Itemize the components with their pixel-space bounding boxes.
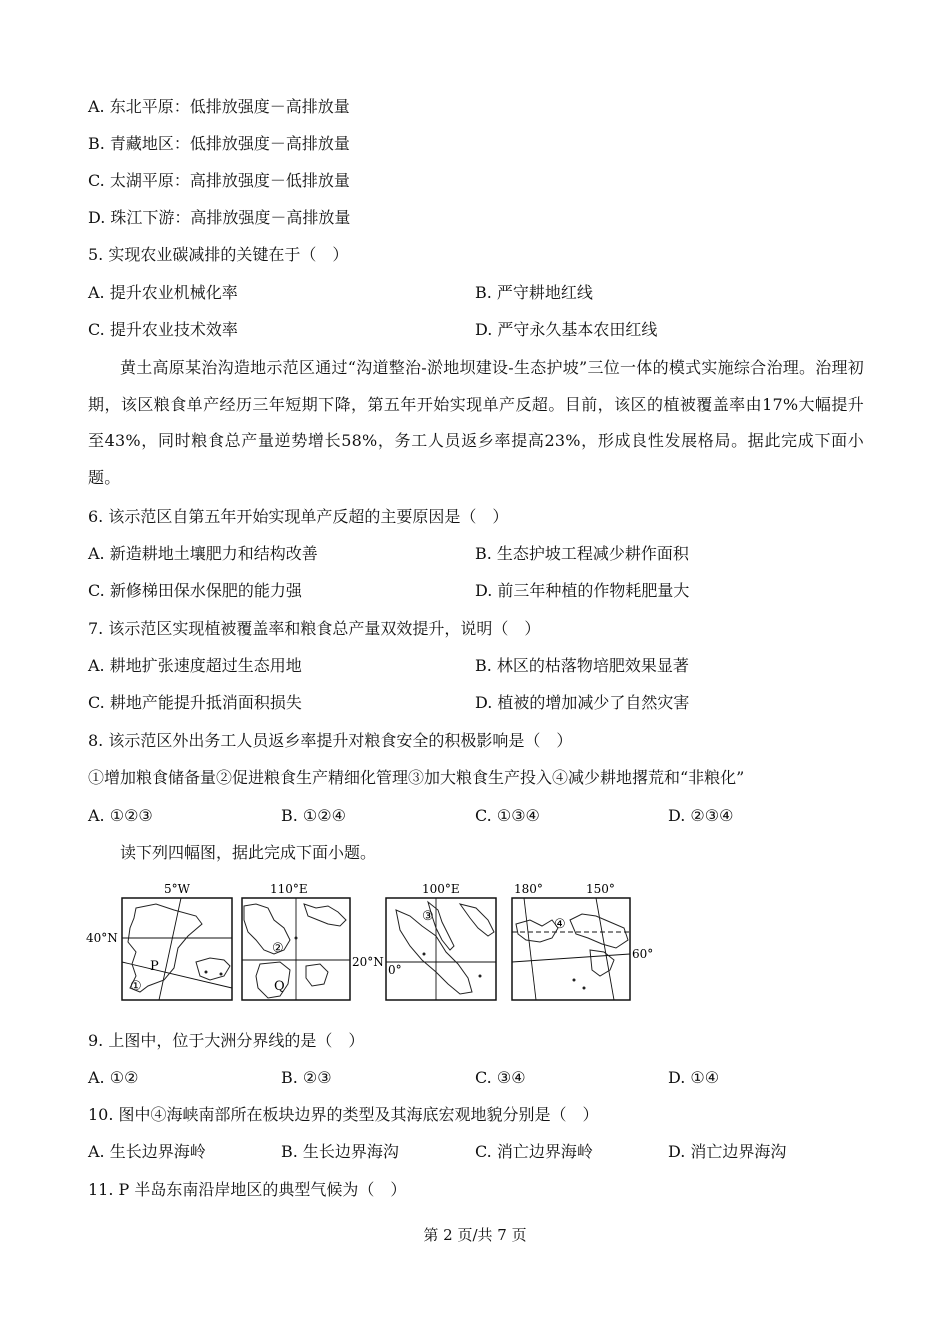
- map3-lat-label: 0°: [388, 963, 402, 977]
- q7-option-a: A. 耕地扩张速度超过生态用地: [88, 656, 302, 675]
- maps-intro: 读下列四幅图，据此完成下面小题。: [120, 843, 377, 862]
- q7-option-d: D. 植被的增加减少了自然灾害: [475, 693, 690, 712]
- q8-option-a: A. ①②③: [88, 806, 153, 825]
- map-2: [242, 882, 384, 1000]
- map4-lat-label: 60°: [632, 947, 654, 961]
- map4-lon-label-180: 180°: [514, 882, 543, 896]
- q6-stem: 6. 该示范区自第五年开始实现单产反超的主要原因是（ ）: [88, 507, 509, 526]
- q10-option-b: B. 生长边界海沟: [281, 1142, 399, 1161]
- map3-lon-label: 100°E: [422, 882, 460, 896]
- q5-option-b: B. 严守耕地红线: [475, 283, 593, 302]
- q6-option-b: B. 生态护坡工程减少耕作面积: [475, 544, 689, 563]
- map1-lon-label: 5°W: [164, 882, 190, 896]
- q6-option-a: A. 新造耕地土壤肥力和结构改善: [88, 544, 318, 563]
- map1-p-label: P: [150, 959, 159, 974]
- map1-marker-1: ①: [130, 979, 142, 994]
- q9-option-c: C. ③④: [475, 1068, 526, 1087]
- q6-option-d: D. 前三年种植的作物耗肥量大: [475, 581, 690, 600]
- q4-option-b: B. 青藏地区：低排放强度－高排放量: [88, 134, 350, 153]
- q4-option-c: C. 太湖平原：高排放强度－低排放量: [88, 171, 350, 190]
- q5-stem: 5. 实现农业碳减排的关键在于（ ）: [88, 245, 349, 264]
- map-1: [86, 882, 232, 1000]
- q10-stem: 10. 图中④海峡南部所在板块边界的类型及其海底宏观地貌分别是（ ）: [88, 1105, 599, 1124]
- q4-option-a: A. 东北平原：低排放强度－高排放量: [88, 97, 350, 116]
- q9-stem: 9. 上图中，位于大洲分界线的是（ ）: [88, 1031, 365, 1050]
- map-3: [386, 882, 496, 1000]
- map2-marker-2: ②: [272, 941, 284, 956]
- reading-passage: [88, 350, 864, 496]
- page-footer: 第 2 页/共 7 页: [423, 1226, 527, 1244]
- q10-option-a: A. 生长边界海岭: [88, 1142, 206, 1161]
- map2-lat-label: 20°N: [352, 955, 384, 969]
- map2-q-label: Q: [274, 979, 285, 994]
- q8-option-d: D. ②③④: [668, 806, 734, 825]
- map2-lon-label: 110°E: [270, 882, 308, 896]
- q10-option-c: C. 消亡边界海岭: [475, 1142, 593, 1161]
- q9-option-a: A. ①②: [88, 1068, 139, 1087]
- map4-marker-4: ④: [554, 917, 566, 932]
- map4-lon-label-150: 150°: [586, 882, 615, 896]
- q5-option-c: C. 提升农业技术效率: [88, 320, 238, 339]
- map1-lat-label: 40°N: [86, 931, 118, 945]
- reading-passage-text: 黄土高原某治沟造地示范区通过“沟道整治-淤地坝建设-生态护坡”三位一体的模式实施综合治理。治理初期，该区粮食单产经历三年短期下降，第五年开始实现单产反超。目前，该区的植被覆盖率由17%大幅提升至43%，同时粮食总产量逆势增长58%，务工人员返乡率提高23%，形成良性发展格局。据此完成下面小题。: [88, 358, 864, 487]
- q5-option-a: A. 提升农业机械化率: [88, 283, 238, 302]
- q11-stem: 11. P 半岛东南沿岸地区的典型气候为（ ）: [88, 1180, 407, 1199]
- q4-option-d: D. 珠江下游：高排放强度－高排放量: [88, 208, 351, 227]
- q7-option-c: C. 耕地产能提升抵消面积损失: [88, 693, 302, 712]
- q7-option-b: B. 林区的枯落物培肥效果显著: [475, 656, 689, 675]
- q7-stem: 7. 该示范区实现植被覆盖率和粮食总产量双效提升，说明（ ）: [88, 619, 541, 638]
- q9-option-d: D. ①④: [668, 1068, 720, 1087]
- q6-option-c: C. 新修梯田保水保肥的能力强: [88, 581, 302, 600]
- q9-option-b: B. ②③: [281, 1068, 332, 1087]
- map-4: [512, 882, 653, 1000]
- q8-option-c: C. ①③④: [475, 806, 540, 825]
- q5-option-d: D. 严守永久基本农田红线: [475, 320, 658, 339]
- q8-option-b: B. ①②④: [281, 806, 346, 825]
- q10-option-d: D. 消亡边界海沟: [668, 1142, 787, 1161]
- four-maps-figure: [84, 880, 654, 1010]
- q8-stem: 8. 该示范区外出务工人员返乡率提升对粮食安全的积极影响是（ ）: [88, 731, 573, 750]
- map3-marker-3: ③: [422, 909, 434, 924]
- q8-items: ①增加粮食储备量②促进粮食生产精细化管理③加大粮食生产投入④减少耕地撂荒和“非粮化”: [88, 768, 745, 787]
